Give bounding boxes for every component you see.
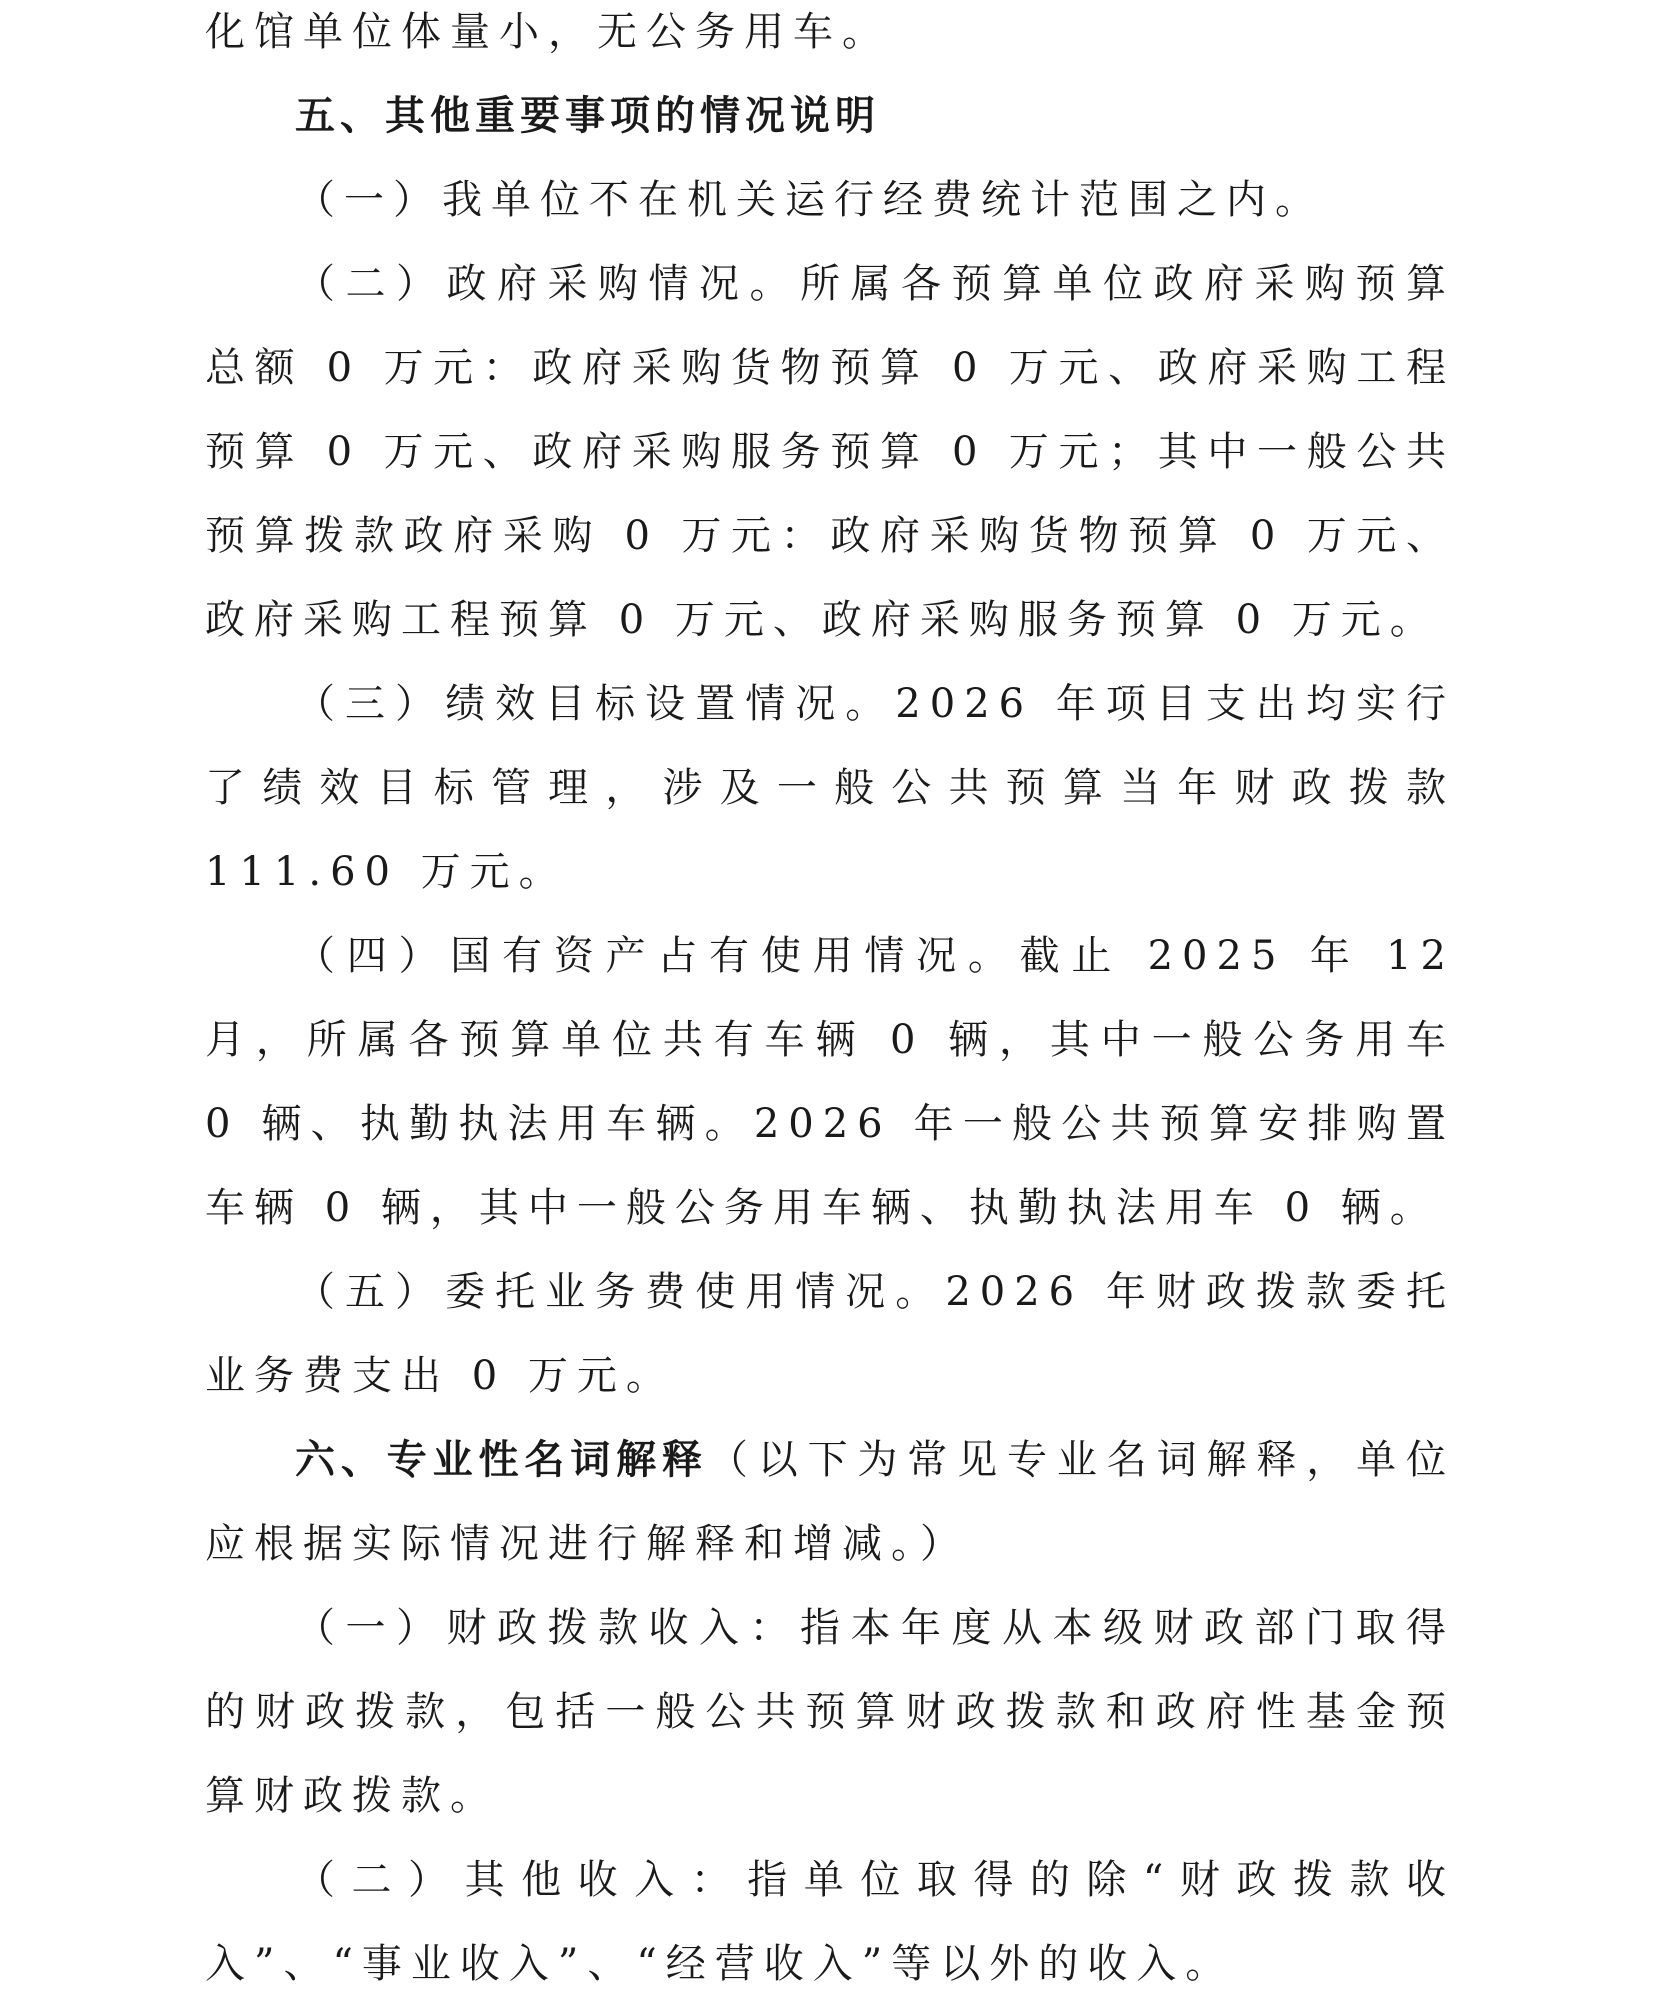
paragraph-5-3: （三）绩效目标设置情况。2026 年项目支出均实行了绩效目标管理，涉及一般公共预算当年财政拨款 111.60 万元。 [205, 681, 1455, 895]
paragraph-5-1: （一）我单位不在机关运行经费统计范围之内。 [295, 177, 1324, 223]
paragraph-5-4: （四）国有资产占有使用情况。截止 2025 年 12 月，所属各预算单位共有车辆 0 辆，其中一般公务用车 0 辆、执勤执法用车辆。2026 年一般公共预算安排购置车辆 0 辆，其中一般公务用车辆、执勤执法用车 0 辆。 [205, 933, 1455, 1231]
paragraph-5-2: （二）政府采购情况。所属各预算单位政府采购预算总额 0 万元：政府采购货物预算 0 万元、政府采购工程预算 0 万元、政府采购服务预算 0 万元；其中一般公共预算拨款政府采购 0 万元：政府采购货物预算 0 万元、政府采购工程预算 0 万元、政府采购服务预算 0 万元。 [205, 261, 1455, 643]
section-heading-5: 五、其他重要事项的情况说明 [295, 93, 880, 139]
section-heading-6-title: 六、专业性名词解释 [295, 1437, 708, 1483]
paragraph-vehicle-note: 化馆单位体量小，无公务用车。 [205, 9, 891, 55]
section-heading-6-note: （以下为常见专业名词解释，单位应根据实际情况进行解释和增减。） [205, 1437, 1456, 1567]
paragraph-6-2: （二）其他收入：指单位取得的除“财政拨款收入”、“事业收入”、“经营收入”等以外的收入。 [205, 1857, 1455, 1987]
paragraph-6-1: （一）财政拨款收入：指本年度从本级财政部门取得的财政拨款，包括一般公共预算财政拨款和政府性基金预算财政拨款。 [205, 1605, 1455, 1819]
paragraph-5-5: （五）委托业务费使用情况。2026 年财政拨款委托业务费支出 0 万元。 [205, 1269, 1455, 1399]
section-heading-6 [205, 1418, 1455, 1586]
document-page [205, 0, 1456, 1987]
